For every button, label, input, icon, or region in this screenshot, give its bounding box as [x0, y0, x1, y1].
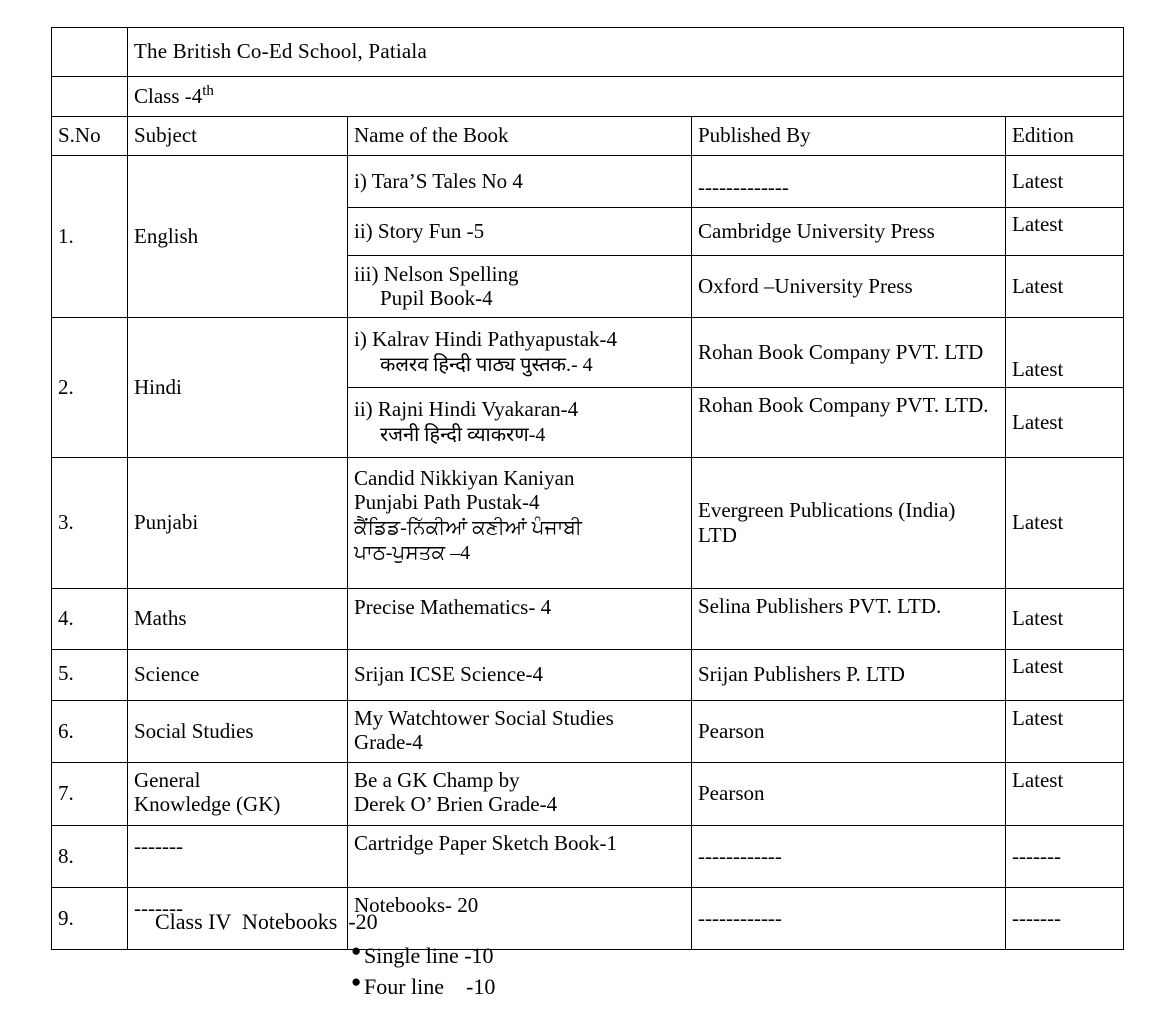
class-label: [128, 77, 1124, 117]
row-subject: Social Studies: [128, 701, 348, 763]
book-title-line2: Punjabi Path Pustak-4: [354, 490, 540, 515]
book-title-line1: i) Kalrav Hindi Pathyapustak-4: [354, 327, 618, 352]
list-item: [155, 940, 495, 971]
book-list-table: [51, 27, 1124, 950]
class-label-text: Class -4: [134, 83, 203, 108]
row-publisher: Pearson: [692, 701, 1006, 763]
row-edition: Latest: [1006, 763, 1124, 826]
table-row: [52, 763, 1124, 826]
book-title-line1: ii) Rajni Hindi Vyakaran-4: [354, 397, 579, 422]
row-edition: -------: [1006, 826, 1124, 888]
bullet-icon: ●: [351, 941, 362, 961]
row-serial-number: 9.: [52, 888, 128, 950]
column-header-sno: S.No: [52, 117, 128, 156]
book-title-line2: Grade-4: [354, 730, 423, 755]
publisher-line1: Evergreen Publications (India) LTD: [698, 498, 956, 547]
title-row-empty-cell: [52, 28, 128, 77]
row-subject: Maths: [128, 589, 348, 650]
table-row: [52, 458, 1124, 589]
bullet-icon: ●: [351, 972, 362, 992]
row-edition: Latest: [1006, 156, 1124, 208]
table-row: [52, 826, 1124, 888]
column-header-subject: Subject: [128, 117, 348, 156]
row-publisher: Cambridge University Press: [692, 208, 1006, 256]
notebook-notes-list: [155, 940, 495, 1002]
column-header-edition: Edition: [1006, 117, 1124, 156]
subject-line2: Knowledge (GK): [134, 792, 281, 817]
row-book-name: Notebooks- 20: [348, 888, 692, 950]
table-row: [52, 589, 1124, 650]
book-title-devanagari: रजनी हिन्दी व्याकरण-4: [380, 423, 546, 446]
row-book-name: Cartridge Paper Sketch Book-1: [348, 826, 692, 888]
school-name-title: The British Co-Ed School, Patiala: [128, 28, 1124, 77]
class-label-ordinal: th: [202, 82, 214, 99]
row-serial-number: 7.: [52, 763, 128, 826]
book-title-line2: Pupil Book-4: [380, 286, 493, 310]
row-publisher: Rohan Book Company PVT. LTD.: [692, 388, 1006, 458]
row-publisher: Srijan Publishers P. LTD: [692, 650, 1006, 701]
row-publisher: Oxford –University Press: [692, 256, 1006, 318]
row-subject: Hindi: [128, 318, 348, 458]
row-book-name: [348, 458, 692, 589]
row-serial-number: 5.: [52, 650, 128, 701]
row-edition: Latest: [1006, 318, 1124, 388]
book-title-gurmukhi-line2: ਪਾਠ-ਪੁਸਤਕ –4: [354, 541, 471, 564]
row-book-name: [348, 256, 692, 318]
row-book-name: [348, 763, 692, 826]
row-publisher: ------------: [692, 826, 1006, 888]
row-serial-number: 1.: [52, 156, 128, 318]
list-item: [155, 971, 495, 1002]
table-row: [52, 156, 1124, 208]
row-book-name: [348, 701, 692, 763]
row-subject: Punjabi: [128, 458, 348, 589]
row-serial-number: 6.: [52, 701, 128, 763]
publisher-placeholder-dashes: -------------: [698, 174, 789, 199]
class-row-empty-cell: [52, 77, 128, 117]
column-header-book-name: Name of the Book: [348, 117, 692, 156]
row-serial-number: 2.: [52, 318, 128, 458]
column-header-published-by: Published By: [692, 117, 1006, 156]
row-edition: Latest: [1006, 458, 1124, 589]
row-book-name: ii) Story Fun -5: [348, 208, 692, 256]
table-row: [52, 318, 1124, 388]
row-serial-number: 3.: [52, 458, 128, 589]
row-serial-number: 8.: [52, 826, 128, 888]
row-publisher: Rohan Book Company PVT. LTD: [692, 318, 1006, 388]
row-publisher: Selina Publishers PVT. LTD.: [692, 589, 1006, 650]
row-subject: English: [128, 156, 348, 318]
row-edition: Latest: [1006, 650, 1124, 701]
row-serial-number: 4.: [52, 589, 128, 650]
book-title-gurmukhi-line1: ਕੈਂਡਿਡ-ਨਿੱਕੀਆਂ ਕਣੀਆਂ ਪੰਜਾਬੀ: [354, 516, 582, 539]
table-row: [52, 701, 1124, 763]
row-publisher: Pearson: [692, 763, 1006, 826]
row-publisher: ------------: [692, 888, 1006, 950]
list-item-label: Single line -10: [364, 943, 494, 969]
row-edition: Latest: [1006, 589, 1124, 650]
table-row: [52, 650, 1124, 701]
row-subject: [128, 763, 348, 826]
book-title-devanagari: कलरव हिन्दी पाठ्य पुस्तक.- 4: [380, 353, 593, 376]
list-item-label: Four line -10: [364, 974, 496, 1000]
table-header-title-row: [52, 28, 1124, 77]
book-title-line1: Be a GK Champ by: [354, 768, 520, 792]
row-edition: Latest: [1006, 388, 1124, 458]
row-publisher: [692, 458, 1006, 589]
row-book-name: Srijan ICSE Science-4: [348, 650, 692, 701]
row-edition: Latest: [1006, 208, 1124, 256]
row-edition: Latest: [1006, 701, 1124, 763]
book-title-line1: Candid Nikkiyan Kaniyan: [354, 466, 575, 490]
row-edition: Latest: [1006, 256, 1124, 318]
notebook-notes-heading: Class IV Notebooks -20: [155, 909, 378, 934]
table-column-header-row: [52, 117, 1124, 156]
table-header-class-row: [52, 77, 1124, 117]
book-title-line1: My Watchtower Social Studies: [354, 706, 614, 730]
row-publisher: [692, 156, 1006, 208]
row-book-name: [348, 318, 692, 388]
row-subject: Science: [128, 650, 348, 701]
subject-line1: General: [134, 768, 201, 792]
row-edition: -------: [1006, 888, 1124, 950]
row-subject: -------: [128, 888, 348, 950]
book-title-line2: Derek O’ Brien Grade-4: [354, 792, 558, 817]
notebook-notes: [155, 906, 495, 1003]
row-book-name: [348, 388, 692, 458]
row-book-name: i) Tara’S Tales No 4: [348, 156, 692, 208]
row-subject: -------: [128, 826, 348, 888]
book-title-line1: iii) Nelson Spelling: [354, 261, 519, 286]
row-book-name: Precise Mathematics- 4: [348, 589, 692, 650]
